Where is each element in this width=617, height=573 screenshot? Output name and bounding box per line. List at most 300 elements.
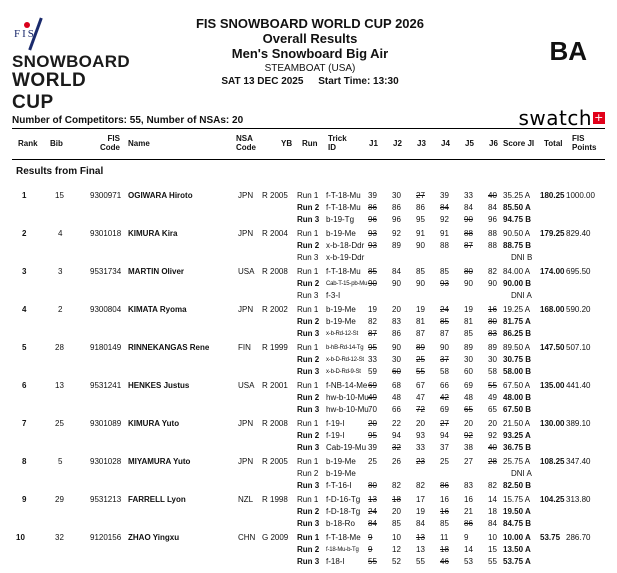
judge-score: 92 [488,431,497,440]
name-cell: KIMURA Yuto [128,419,180,428]
total-cell: 135.00 [540,381,565,390]
discipline-code: BA [549,36,587,66]
column-header: Bib [50,139,63,148]
run-score: 82.50 B [503,481,532,490]
judge-score: 89 [392,241,401,250]
table-row [0,266,617,302]
judge-score: 46 [440,557,449,566]
sponsor-name: swatch [518,106,592,130]
section-title: Results from Final [16,166,104,177]
judge-score: 96 [368,215,377,224]
judge-score: 25 [368,457,377,466]
date-time [150,76,470,87]
run-line [0,518,617,530]
run-label: Run 3 [297,443,320,452]
run-label: Run 2 [297,241,320,250]
total-cell: 179.25 [540,229,565,238]
nsa-cell: JPN [238,229,254,238]
run-score: 89.50 A [503,343,531,352]
run-score: 13.50 A [503,545,531,554]
logo-line1: SNOWBOARD [12,52,130,71]
points-cell: 829.40 [566,229,591,238]
run-label: Run 1 [297,229,319,238]
judge-score: 18 [392,495,401,504]
judge-score: 40 [488,443,497,452]
judge-score: 90 [464,279,473,288]
run-line [0,404,617,416]
judge-score: 18 [488,507,497,516]
judge-score: 19 [368,305,377,314]
column-header: Name [128,139,150,148]
run-label: Run 2 [297,545,320,554]
run-score: 88.75 B [503,241,532,250]
trick-cell: hw-b-10-Mu [326,393,369,402]
rank-cell: 10 [16,533,25,542]
judge-score: 39 [440,191,449,200]
judge-score: 20 [392,305,401,314]
judge-score: 85 [416,267,425,276]
name-cell: OGIWARA Hiroto [128,191,193,200]
yb-cell: R 1998 [262,495,288,504]
run-score: 86.25 B [503,329,532,338]
judge-score: 65 [464,405,473,414]
run-score: 35.25 A [503,191,531,200]
judge-score: 16 [464,495,473,504]
judge-score: 25 [416,355,425,364]
fis-code-cell: 9531734 [90,267,122,276]
judge-score: 90 [416,279,425,288]
rank-cell: 2 [22,229,27,238]
points-cell: 1000.00 [566,191,595,200]
judge-score: 24 [440,305,449,314]
fis-code-cell: 9120156 [90,533,122,542]
trick-cell: b-19-Me [326,317,356,326]
yb-cell: G 2009 [262,533,289,542]
table-row [0,456,617,492]
judge-score: 90 [368,279,377,288]
judge-score: 40 [488,191,497,200]
run-line [0,456,617,468]
column-header: NSA Code [236,134,256,152]
judge-score: 90 [392,279,401,288]
judge-score: 10 [488,533,497,542]
bib-cell: 13 [55,381,64,390]
judge-score: 95 [368,343,377,352]
run-label: Run 3 [297,367,320,376]
run-line [0,556,617,568]
judge-score: 9 [368,545,373,554]
run-score: 93.25 A [503,431,531,440]
judge-score: 55 [368,557,377,566]
fis-code-cell: 9301089 [90,419,122,428]
run-line [0,278,617,290]
judge-score: 14 [464,545,473,554]
rank-cell: 9 [22,495,27,504]
judge-score: 67 [416,381,425,390]
judge-score: 93 [368,229,377,238]
fis-code-cell: 9180149 [90,343,122,352]
judge-score: 86 [440,481,449,490]
judge-score: 85 [392,519,401,528]
trick-cell: b-18-Ro [326,519,355,528]
run-label: Run 3 [297,519,320,528]
judge-score: 87 [440,329,449,338]
trick-cell: f-18-I [326,557,345,566]
judge-score: 88 [440,241,449,250]
trick-cell: x-b-D-Rd-12-St [326,357,364,363]
run-score: 67.50 B [503,405,532,414]
run-label: Run 2 [297,317,320,326]
run-label: Run 3 [297,557,320,566]
yb-cell: R 2002 [262,305,288,314]
rank-cell: 5 [22,343,27,352]
column-header: J1 [369,139,378,148]
judge-score: 83 [464,481,473,490]
rank-cell: 4 [22,305,27,314]
judge-score: 89 [488,343,497,352]
run-label: Run 3 [297,215,320,224]
run-label: Run 2 [297,355,320,364]
judge-score: 49 [368,393,377,402]
fis-code-cell: 9301018 [90,229,122,238]
run-label: Run 3 [297,253,319,262]
judge-score: 19 [464,305,473,314]
column-header: Trick ID [328,134,347,152]
points-cell: 313.80 [566,495,591,504]
judge-score: 42 [440,393,449,402]
run-line [0,290,617,302]
bib-cell: 28 [55,343,64,352]
judge-score: 95 [416,215,425,224]
run-label: Run 1 [297,267,319,276]
judge-score: 9 [464,533,469,542]
logo-fis: FIS [14,28,36,40]
run-line [0,202,617,214]
judge-score: 86 [392,329,401,338]
column-header: J3 [417,139,426,148]
nsa-cell: JPN [238,305,254,314]
judge-score: 69 [464,381,473,390]
judge-score: 87 [416,329,425,338]
judge-score: 37 [440,443,449,452]
trick-cell: x-b-18-Ddr [326,241,365,250]
points-cell: 695.50 [566,267,591,276]
total-cell: 130.00 [540,419,565,428]
run-line [0,316,617,328]
judge-score: 52 [392,557,401,566]
judge-score: 82 [488,267,497,276]
judge-score: 25 [440,457,449,466]
name-cell: HENKES Justus [128,381,190,390]
judge-score: 55 [488,557,497,566]
competitor-count: Number of Competitors: 55, Number of NSAs: 20 [12,115,244,126]
judge-score: 80 [368,481,377,490]
nsa-cell: USA [238,267,255,276]
trick-cell: b-hB-Rd-14-Tg [326,345,364,351]
judge-score: 82 [392,481,401,490]
nsa-cell: JPN [238,419,254,428]
bib-cell: 5 [58,457,63,466]
run-score: 90.50 A [503,229,531,238]
name-cell: ZHAO Yingxu [128,533,180,542]
run-score: 85.50 A [503,203,531,212]
column-header: Run [302,139,318,148]
judge-score: 20 [392,507,401,516]
trick-cell: f-19-I [326,419,345,428]
table-row [0,494,617,530]
run-label: Run 2 [297,203,320,212]
judge-score: 15 [488,545,497,554]
run-label: Run 1 [297,343,319,352]
run-line [0,190,617,202]
judge-score: 21 [464,507,473,516]
total-cell: 104.25 [540,495,565,504]
rank-cell: 6 [22,381,27,390]
judge-score: 47 [416,393,425,402]
judge-score: 89 [464,343,473,352]
judge-score: 96 [488,215,497,224]
run-line [0,494,617,506]
yb-cell: R 2008 [262,419,288,428]
run-line [0,366,617,378]
total-cell: 147.50 [540,343,565,352]
judge-score: 93 [440,279,449,288]
table-row [0,304,617,340]
run-score: 15.75 A [503,495,531,504]
judge-score: 82 [416,481,425,490]
yb-cell: R 1999 [262,343,288,352]
table-row [0,190,617,226]
trick-cell: f-T-16-I [326,481,352,490]
judge-score: 13 [416,545,425,554]
fis-code-cell: 9301028 [90,457,122,466]
table-row [0,418,617,454]
judge-score: 19 [416,507,425,516]
judge-score: 22 [392,419,401,428]
points-cell: 347.40 [566,457,591,466]
judge-score: 92 [464,431,473,440]
judge-score: 20 [368,419,377,428]
points-cell: 590.20 [566,305,591,314]
run-line [0,544,617,556]
judge-score: 33 [464,191,473,200]
run-label: Run 1 [297,191,319,200]
run-label: Run 2 [297,469,319,478]
judge-score: 69 [368,381,377,390]
judge-score: 20 [464,419,473,428]
judge-score: 91 [440,229,449,238]
judge-score: 90 [392,343,401,352]
page-title: FIS SNOWBOARD WORLD CUP 2026 [195,16,424,31]
judge-score: 9 [368,533,373,542]
judge-score: 96 [392,215,401,224]
nsa-cell: JPN [238,457,254,466]
judge-score: 93 [416,431,425,440]
judge-score: 94 [392,431,401,440]
column-header: J6 [489,139,498,148]
run-score: 19.50 A [503,507,531,516]
points-cell: 507.10 [566,343,591,352]
run-line [0,240,617,252]
bib-cell: 32 [55,533,64,542]
judge-score: 58 [488,367,497,376]
points-cell: 286.70 [566,533,591,542]
judge-score: 26 [392,457,401,466]
judge-score: 92 [440,215,449,224]
judge-score: 39 [368,191,377,200]
fis-code-cell: 9531241 [90,381,122,390]
trick-cell: Cab-T-15-pb-Mu [326,281,368,287]
total-cell: 174.00 [540,267,565,276]
judge-score: 65 [488,405,497,414]
judge-score: 91 [416,229,425,238]
trick-cell: f-T-18-Mu [326,191,361,200]
run-label: Run 1 [297,381,319,390]
judge-score: 48 [392,393,401,402]
judge-score: 87 [368,329,377,338]
fis-snowboard-logo [12,14,130,113]
trick-cell: f-D-16-Tg [326,495,361,504]
column-header: YB [281,139,293,148]
table-row [0,532,617,568]
logo-line2: WORLD CUP [12,70,87,113]
run-line [0,418,617,430]
run-line [0,252,617,264]
judge-score: 85 [440,267,449,276]
bib-cell: 4 [58,229,63,238]
trick-cell: f-NB-14-Me [326,381,368,390]
run-line [0,228,617,240]
judge-score: 33 [368,355,377,364]
judge-score: 85 [464,329,473,338]
trick-cell: f-T-18-Me [326,533,361,542]
judge-score: 30 [392,191,401,200]
yb-cell: R 2004 [262,229,288,238]
judge-score: 27 [416,191,425,200]
trick-cell: b-19-Me [326,229,356,238]
run-label: Run 2 [297,507,320,516]
trick-cell: f-T-18-Mu [326,267,361,276]
judge-score: 69 [440,405,449,414]
run-score: DNI B [511,253,533,262]
run-label: Run 1 [297,533,320,542]
trick-cell: b-19-Me [326,305,356,314]
judge-score: 17 [416,495,425,504]
run-score: 19.25 A [503,305,531,314]
judge-score: 20 [488,419,497,428]
run-score: 30.75 B [503,355,532,364]
judge-score: 55 [416,367,425,376]
total-cell: 168.00 [540,305,565,314]
judge-score: 85 [440,519,449,528]
run-label: Run 3 [297,481,320,490]
judge-score: 16 [440,507,449,516]
judge-score: 82 [368,317,377,326]
judge-score: 86 [464,519,473,528]
run-score: 94.75 B [503,215,532,224]
run-line [0,392,617,404]
judge-score: 13 [368,495,377,504]
column-header: J2 [393,139,402,148]
judge-score: 60 [464,367,473,376]
run-line [0,214,617,226]
trick-cell: f-3-I [326,291,341,300]
judge-score: 66 [392,405,401,414]
judge-score: 33 [416,443,425,452]
judge-score: 85 [440,317,449,326]
swiss-cross-icon: + [594,111,604,124]
run-score: 48.00 B [503,393,532,402]
name-cell: KIMURA Kira [128,229,178,238]
trick-cell: x-b-19-Ddr [326,253,365,262]
judge-score: 24 [368,507,377,516]
judge-score: 82 [488,481,497,490]
run-score: 58.00 B [503,367,532,376]
nsa-cell: CHN [238,533,256,542]
run-score: DNI A [511,291,532,300]
judge-score: 32 [392,443,401,452]
judge-score: 30 [464,355,473,364]
judge-score: 83 [392,317,401,326]
yb-cell: R 2005 [262,457,288,466]
trick-cell: f-18-Mu-b-Tg [326,547,359,553]
judge-score: 27 [464,457,473,466]
judge-score: 37 [440,355,449,364]
run-line [0,430,617,442]
run-score: 84.00 A [503,267,531,276]
judge-score: 88 [488,241,497,250]
run-score: 90.00 B [503,279,532,288]
judge-score: 84 [440,203,449,212]
run-score: 10.00 A [503,533,531,542]
event-name: Men's Snowboard Big Air [231,46,389,61]
judge-score: 70 [368,405,377,414]
divider [12,128,605,129]
points-cell: 441.40 [566,381,591,390]
judge-score: 90 [488,279,497,288]
trick-cell: b-19-Me [326,469,356,478]
judge-score: 58 [440,367,449,376]
judge-score: 90 [464,215,473,224]
run-line [0,354,617,366]
table-row [0,380,617,416]
judge-score: 85 [368,267,377,276]
run-label: Run 3 [297,291,319,300]
run-line [0,532,617,544]
trick-cell: b-19-Tg [326,215,355,224]
judge-score: 84 [392,267,401,276]
rank-cell: 7 [22,419,27,428]
name-cell: RINNEKANGAS Rene [128,343,210,352]
run-label: Run 2 [297,431,320,440]
name-cell: MIYAMURA Yuto [128,457,191,466]
judge-score: 14 [488,495,497,504]
judge-score: 88 [464,229,473,238]
judge-score: 12 [392,545,401,554]
judge-score: 10 [392,533,401,542]
judge-score: 84 [488,519,497,528]
judge-score: 92 [392,229,401,238]
judge-score: 89 [416,343,425,352]
nsa-cell: NZL [238,495,254,504]
judge-score: 84 [368,519,377,528]
yb-cell: R 2005 [262,191,288,200]
judge-score: 84 [464,203,473,212]
name-cell: KIMATA Ryoma [128,305,187,314]
judge-score: 55 [416,557,425,566]
judge-score: 90 [416,241,425,250]
judge-score: 81 [416,317,425,326]
